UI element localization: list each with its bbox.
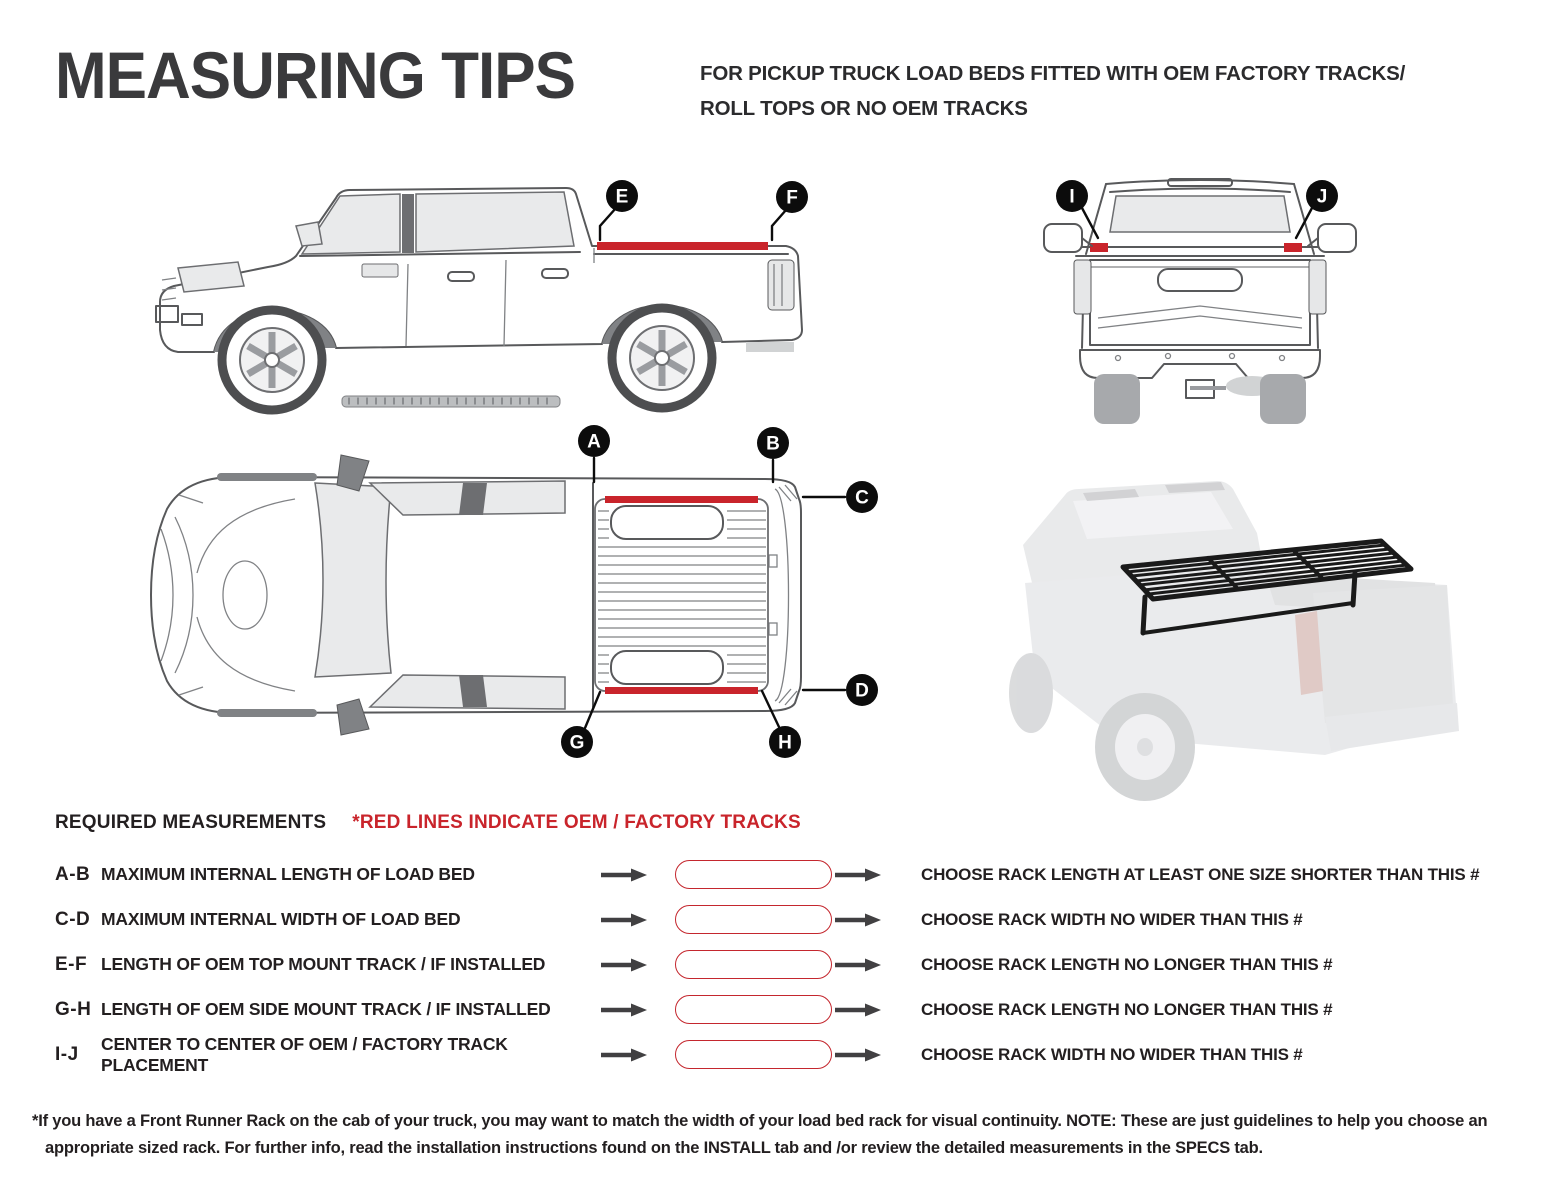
front-wheel xyxy=(222,310,322,410)
top-roof-trim xyxy=(217,473,317,481)
label-B-badge xyxy=(757,427,789,459)
label-F-badge xyxy=(776,181,808,213)
rear-wheel xyxy=(612,308,712,408)
svg-text:D: D xyxy=(855,680,869,702)
measurement-recommendation: CHOOSE RACK LENGTH AT LEAST ONE SIZE SHORTER THAN THIS # xyxy=(921,864,1480,884)
measurement-row-ab xyxy=(55,852,1525,897)
truck-top-view-diagram xyxy=(145,425,905,775)
right-b-pillar xyxy=(459,675,487,707)
side-mirror xyxy=(296,222,322,246)
measurement-code: I-J xyxy=(55,1043,79,1065)
truck-rear-view-diagram xyxy=(1040,170,1360,430)
ghost-truck xyxy=(1009,481,1459,801)
right-arrow-icon xyxy=(835,1003,881,1017)
label-D-badge xyxy=(846,674,878,706)
windshield-glass-top xyxy=(315,483,391,677)
measurement-code: A-B xyxy=(55,863,91,885)
subtitle-line-1: FOR PICKUP TRUCK LOAD BEDS FITTED WITH OEM FACTORY TRACKS/ xyxy=(700,62,1406,85)
svg-text:F: F xyxy=(786,187,798,209)
measurement-value-field[interactable] xyxy=(675,995,832,1024)
measurement-description: LENGTH OF OEM SIDE MOUNT TRACK / IF INSTALLED xyxy=(101,999,551,1019)
required-measurements-heading: REQUIRED MEASUREMENTS xyxy=(55,812,327,833)
front-wheel-hump xyxy=(611,506,723,539)
label-E-badge xyxy=(606,180,638,212)
right-track-red-mark xyxy=(1284,243,1302,252)
measurement-value-field[interactable] xyxy=(675,1040,832,1069)
svg-text:B: B xyxy=(766,433,780,455)
svg-text:I: I xyxy=(1069,186,1075,208)
measurement-row-cd xyxy=(55,897,1525,942)
left-rear-tire xyxy=(1094,374,1140,424)
required-measurements-header xyxy=(55,812,801,834)
measurement-value-field[interactable] xyxy=(675,860,832,889)
label-C-badge xyxy=(846,481,878,513)
svg-text:A: A xyxy=(587,431,601,453)
label-H-badge xyxy=(769,726,801,758)
measurements-table xyxy=(55,852,1525,1077)
measurement-row-ef xyxy=(55,942,1525,987)
load-bed-rack-product-photo xyxy=(995,465,1475,835)
rear-wheel-hump xyxy=(611,651,723,684)
b-pillar xyxy=(402,194,414,253)
right-arrow-icon xyxy=(835,913,881,927)
right-arrow-icon xyxy=(601,913,647,927)
measurement-row-ij xyxy=(55,1032,1525,1077)
right-taillight xyxy=(1309,260,1326,314)
running-board xyxy=(342,396,560,407)
side-rear-door-glass xyxy=(416,192,574,252)
right-arrow-icon xyxy=(835,958,881,972)
right-mirror xyxy=(1318,224,1356,252)
footnote: *If you have a Front Runner Rack on the cab of your truck, you may want to match the width of your load bed rack for visual continuity. NOTE: These are just guidelines to help you choose an appropriate sized rack. For further info, read the installation instructions found on the INSTALL tab and /or review the detailed measurements in the SPECS tab. xyxy=(32,1112,1488,1157)
right-arrow-icon xyxy=(601,868,647,882)
rear-bumper-step xyxy=(746,342,794,352)
right-arrow-icon xyxy=(835,868,881,882)
measurement-recommendation: CHOOSE RACK WIDTH NO WIDER THAN THIS # xyxy=(921,1044,1303,1064)
right-arrow-icon xyxy=(601,1003,647,1017)
measurement-code: G-H xyxy=(55,998,92,1020)
measurement-value-field[interactable] xyxy=(675,905,832,934)
label-J-badge xyxy=(1306,180,1338,212)
tailgate xyxy=(1090,260,1310,345)
rear-bumper xyxy=(1080,350,1320,378)
right-arrow-icon xyxy=(601,1048,647,1062)
svg-text:H: H xyxy=(778,732,792,754)
oem-top-track-red-line xyxy=(597,242,768,250)
measurement-description: MAXIMUM INTERNAL LENGTH OF LOAD BED xyxy=(101,864,475,884)
label-A-badge xyxy=(578,425,610,457)
page-subtitle xyxy=(700,56,1480,126)
measurement-recommendation: CHOOSE RACK LENGTH NO LONGER THAN THIS # xyxy=(921,954,1333,974)
right-arrow-icon xyxy=(601,958,647,972)
right-rear-tire xyxy=(1260,374,1306,424)
label-G-badge xyxy=(561,726,593,758)
svg-text:J: J xyxy=(1316,186,1328,208)
measurement-code: C-D xyxy=(55,908,91,930)
taillight xyxy=(768,260,794,310)
measurement-recommendation: CHOOSE RACK LENGTH NO LONGER THAN THIS # xyxy=(921,999,1333,1019)
left-taillight xyxy=(1074,260,1091,314)
bottom-roof-trim xyxy=(217,709,317,717)
left-b-pillar xyxy=(459,483,487,515)
measurement-row-gh xyxy=(55,987,1525,1032)
truck-side-view-diagram xyxy=(150,168,810,418)
measurement-value-field[interactable] xyxy=(675,950,832,979)
measurement-description: MAXIMUM INTERNAL WIDTH OF LOAD BED xyxy=(101,909,461,929)
right-arrow-icon xyxy=(835,1048,881,1062)
red-lines-legend-note: *RED LINES INDICATE OEM / FACTORY TRACKS xyxy=(352,812,801,833)
label-I-badge xyxy=(1056,180,1088,212)
svg-text:E: E xyxy=(615,186,629,208)
measurement-recommendation: CHOOSE RACK WIDTH NO WIDER THAN THIS # xyxy=(921,909,1303,929)
fender-badge xyxy=(362,264,398,277)
left-mirror xyxy=(1044,224,1082,252)
page-title: MEASURING TIPS xyxy=(55,39,575,113)
svg-text:C: C xyxy=(855,487,869,509)
rear-window-glass xyxy=(1110,196,1290,232)
measurement-description: LENGTH OF OEM TOP MOUNT TRACK / IF INSTALLED xyxy=(101,954,546,974)
measurement-description: CENTER TO CENTER OF OEM / FACTORY TRACK PLACEMENT xyxy=(101,1033,508,1075)
subtitle-line-2: ROLL TOPS OR NO OEM TRACKS xyxy=(700,97,1028,120)
svg-text:G: G xyxy=(569,732,585,754)
headlight xyxy=(178,262,244,292)
left-track-red-mark xyxy=(1090,243,1108,252)
oem-track-red-line-left xyxy=(605,496,758,503)
oem-track-red-line-right xyxy=(605,687,758,694)
measurement-code: E-F xyxy=(55,953,88,975)
